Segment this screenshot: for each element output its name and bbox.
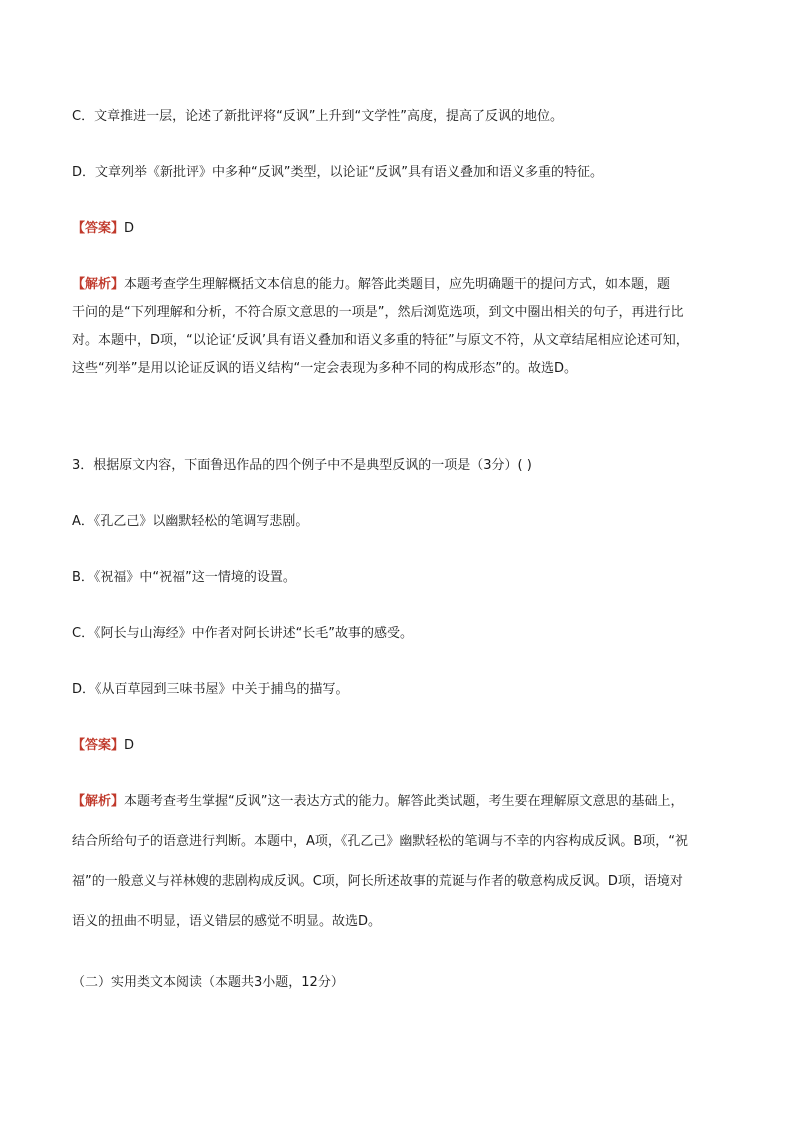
q3-analysis-line-4: 语义的扭曲不明显，语义错层的感觉不明显。故选D。 [72, 914, 382, 929]
answer-tag: 【答案】 [72, 221, 125, 236]
q3-stem: 3．根据原文内容，下面鲁迅作品的四个例子中不是典型反讽的一项是（3分）( ) [72, 458, 532, 473]
answer-value: D [124, 738, 135, 753]
q3-option-b: B．《祝福》中“祝福”这一情境的设置。 [72, 570, 296, 585]
q2-analysis-line-1 [72, 277, 732, 293]
answer-value: D [124, 221, 135, 236]
analysis-text: 本题考查考生掌握“反讽”这一表达方式的能力。解答此类试题，考生要在理解原文意思的基础上， [124, 794, 684, 809]
section-heading: （二）实用类文本阅读（本题共3小题，12分） [72, 975, 344, 990]
q3-option-a: A．《孔乙己》以幽默轻松的笔调写悲剧。 [72, 514, 309, 529]
q3-analysis-line-3: 福”的一般意义与祥林嫂的悲剧构成反讽。C项，阿长所述故事的荒诞与作者的敬意构成反讽。D项，语境对 [72, 874, 683, 889]
answer-tag: 【答案】 [72, 738, 125, 753]
q2-option-d: D．文章列举《新批评》中多种“反讽”类型，以论证“反讽”具有语义叠加和语义多重的特征。 [72, 165, 603, 180]
q2-analysis-line-4: 这些“列举”是用以论证反讽的语义结构“一定会表现为多种不同的构成形态”的。故选D。 [72, 361, 577, 376]
q2-analysis-line-3: 对。本题中，D项，“以论证‘反讽’具有语义叠加和语义多重的特征”与原文不符，从文章结尾相应论述可知， [72, 333, 689, 348]
q3-analysis-line-2: 结合所给句子的语意进行判断。本题中，A项，《孔乙己》幽默轻松的笔调与不幸的内容构成反讽。B项，“祝 [72, 834, 689, 849]
analysis-tag: 【解析】 [72, 794, 125, 809]
q3-analysis-line-1 [72, 794, 732, 810]
analysis-tag: 【解析】 [72, 277, 125, 292]
q2-answer [72, 221, 732, 237]
q3-answer [72, 738, 732, 754]
q3-option-c: C．《阿长与山海经》中作者对阿长讲述“长毛”故事的感受。 [72, 626, 414, 641]
q3-option-d: D．《从百草园到三味书屋》中关于捕鸟的描写。 [72, 682, 349, 697]
analysis-text: 本题考查学生理解概括文本信息的能力。解答此类题目，应先明确题干的提问方式，如本题，题 [124, 277, 671, 292]
q2-option-c: C．文章推进一层，论述了新批评将“反讽”上升到“文学性”高度，提高了反讽的地位。 [72, 109, 564, 124]
q2-analysis-line-2: 干问的是“下列理解和分析，不符合原文意思的一项是”，然后浏览选项，到文中圈出相关的句子，再进行比 [72, 305, 684, 320]
